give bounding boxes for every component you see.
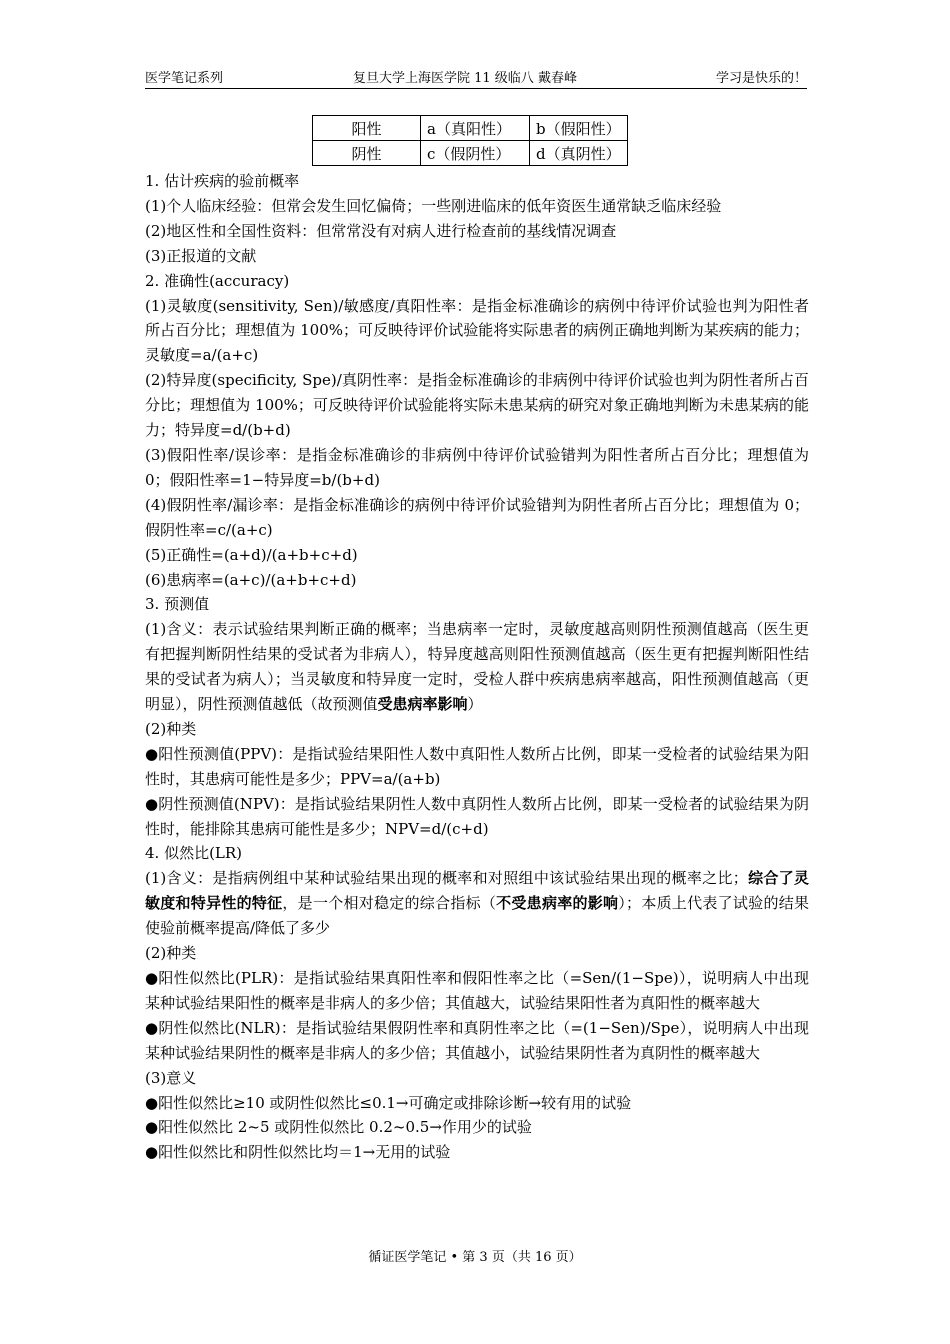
bullet-item: ●阳性似然比≥10 或阴性似然比≤0.1→可确定或排除诊断→较有用的试验 [145,1093,632,1112]
text-run: (1)含义：是指病例组中某种试验结果出现的概率和对照组中该试验结果出现的概率之比； [145,869,748,888]
table-row [313,116,628,141]
text-run: ）；本质上代表了试验的结果使验前概率提高/降低了多少 [145,894,809,938]
table-cell: d（真阴性） [530,141,628,166]
section-title: 3. 预测值 [145,595,210,614]
paragraph: (3)正报道的文献 [145,246,257,265]
paragraph: (2)种类 [145,944,197,963]
paragraph: (4)假阴性率/漏诊率：是指金标准确诊的病例中待评价试验错判为阴性者所占百分比；理想值为 0；假阴性率=c/(a+c) [145,495,809,539]
emphasis-text: 综合了灵敏度和特异性的特征 [145,869,809,913]
bullet-item: ●阳性似然比和阴性似然比均＝1→无用的试验 [145,1143,451,1162]
table-cell: c（假阴性） [421,141,530,166]
paragraph: (3)假阳性率/误诊率：是指金标准确诊的非病例中待评价试验错判为阳性者所占百分比；理想值为 0；假阳性率=1−特异度=b/(b+d) [145,445,809,489]
section-title: 4. 似然比(LR) [145,844,243,863]
header-author: 复旦大学上海医学院 11 级临八 戴春峰 [353,71,577,86]
paragraph: (3)意义 [145,1068,197,1087]
page-footer: 循证医学笔记 • 第 3 页（共 16 页） [368,1250,582,1265]
note-body [145,169,809,1165]
bullet-item: ●阳性似然比(PLR)：是指试验结果真阳性率和假阳性率之比（=Sen/(1−Spe)），说明病人中出现某种试验结果阳性的概率是非病人的多少倍；其值越大，试验结果阳性者为真阳性的概率越大 [145,969,809,1012]
paragraph: (2)地区性和全国性资料：但常常没有对病人进行检查前的基线情况调查 [145,221,617,240]
table-row [313,141,628,166]
header-motto: 学习是快乐的！ [715,71,807,86]
table-row-label: 阳性 [313,116,421,141]
section-title: 2. 准确性(accuracy) [145,271,290,290]
paragraph: (6)患病率=(a+c)/(a+b+c+d) [145,570,357,589]
paragraph: (2)特异度(specificity, Spe)/真阴性率：是指金标准确诊的非病例中待评价试验也判为阴性者所占百分比；理想值为 100%；可反映待评价试验能将实际未患某病的研究对象正确地判断为未患某病的能力；特异度=d/(b+d) [145,371,809,440]
table-cell: b（假阳性） [530,116,628,141]
bullet-item: ●阳性似然比 2~5 或阴性似然比 0.2~0.5→作用少的试验 [145,1118,532,1137]
bullet-item: ●阳性预测值(PPV)：是指试验结果阳性人数中真阳性人数所占比例，即某一受检者的试验结果为阳性时，其患病可能性是多少；PPV=a/(a+b) [145,744,809,788]
bullet-item: ●阴性预测值(NPV)：是指试验结果阴性人数中真阴性人数所占比例，即某一受检者的试验结果为阴性时，能排除其患病可能性是多少；NPV=d/(c+d) [145,794,809,838]
paragraph [145,866,809,941]
paragraph: (1)灵敏度(sensitivity, Sen)/敏感度/真阳性率：是指金标准确诊的病例中待评价试验也判为阳性者所占百分比；理想值为 100%；可反映待评价试验能将实际患者的病例正确地判断为某疾病的能力；灵敏度=a/(a+c) [145,296,809,365]
bullet-item: ●阴性似然比(NLR)：是指试验结果假阴性率和真阴性率之比（=(1−Sen)/Spe），说明病人中出现某种试验结果阴性的概率是非病人的多少倍；其值越小，试验结果阴性者为真阴性的概率越大 [145,1018,809,1062]
table-row-label: 阴性 [313,141,421,166]
table-cell: a（真阳性） [421,116,530,141]
paragraph: (1)个人临床经验：但常会发生回忆偏倚；一些刚进临床的低年资医生通常缺乏临床经验 [145,196,722,215]
paragraph: (5)正确性=(a+d)/(a+b+c+d) [145,545,358,564]
page-header [145,64,807,89]
emphasis-text: 不受患病率的影响 [496,894,619,913]
section-title: 1. 估计疾病的验前概率 [145,172,300,190]
diagnostic-table [312,115,628,166]
paragraph: (2)种类 [145,719,197,738]
text-run: (1)含义：表示试验结果判断正确的概率；当患病率一定时，灵敏度越高则阴性预测值越高（医生更有把握判断阴性结果的受试者为非病人），特异度越高则阳性预测值越高（医生更有把握判断阳性结果的受试者为病人）；当灵敏度和特异度一定时，受检人群中疾病患病率越高，阳性预测值越高（更明显），阴性预测值越低（故预测值 [145,620,809,714]
header-series: 医学笔记系列 [145,71,224,86]
text-run: ，是一个相对稳定的综合指标（ [282,894,497,913]
paragraph [145,617,809,717]
emphasis-text: 受患病率影响 [377,695,468,714]
text-run: ） [467,695,483,714]
